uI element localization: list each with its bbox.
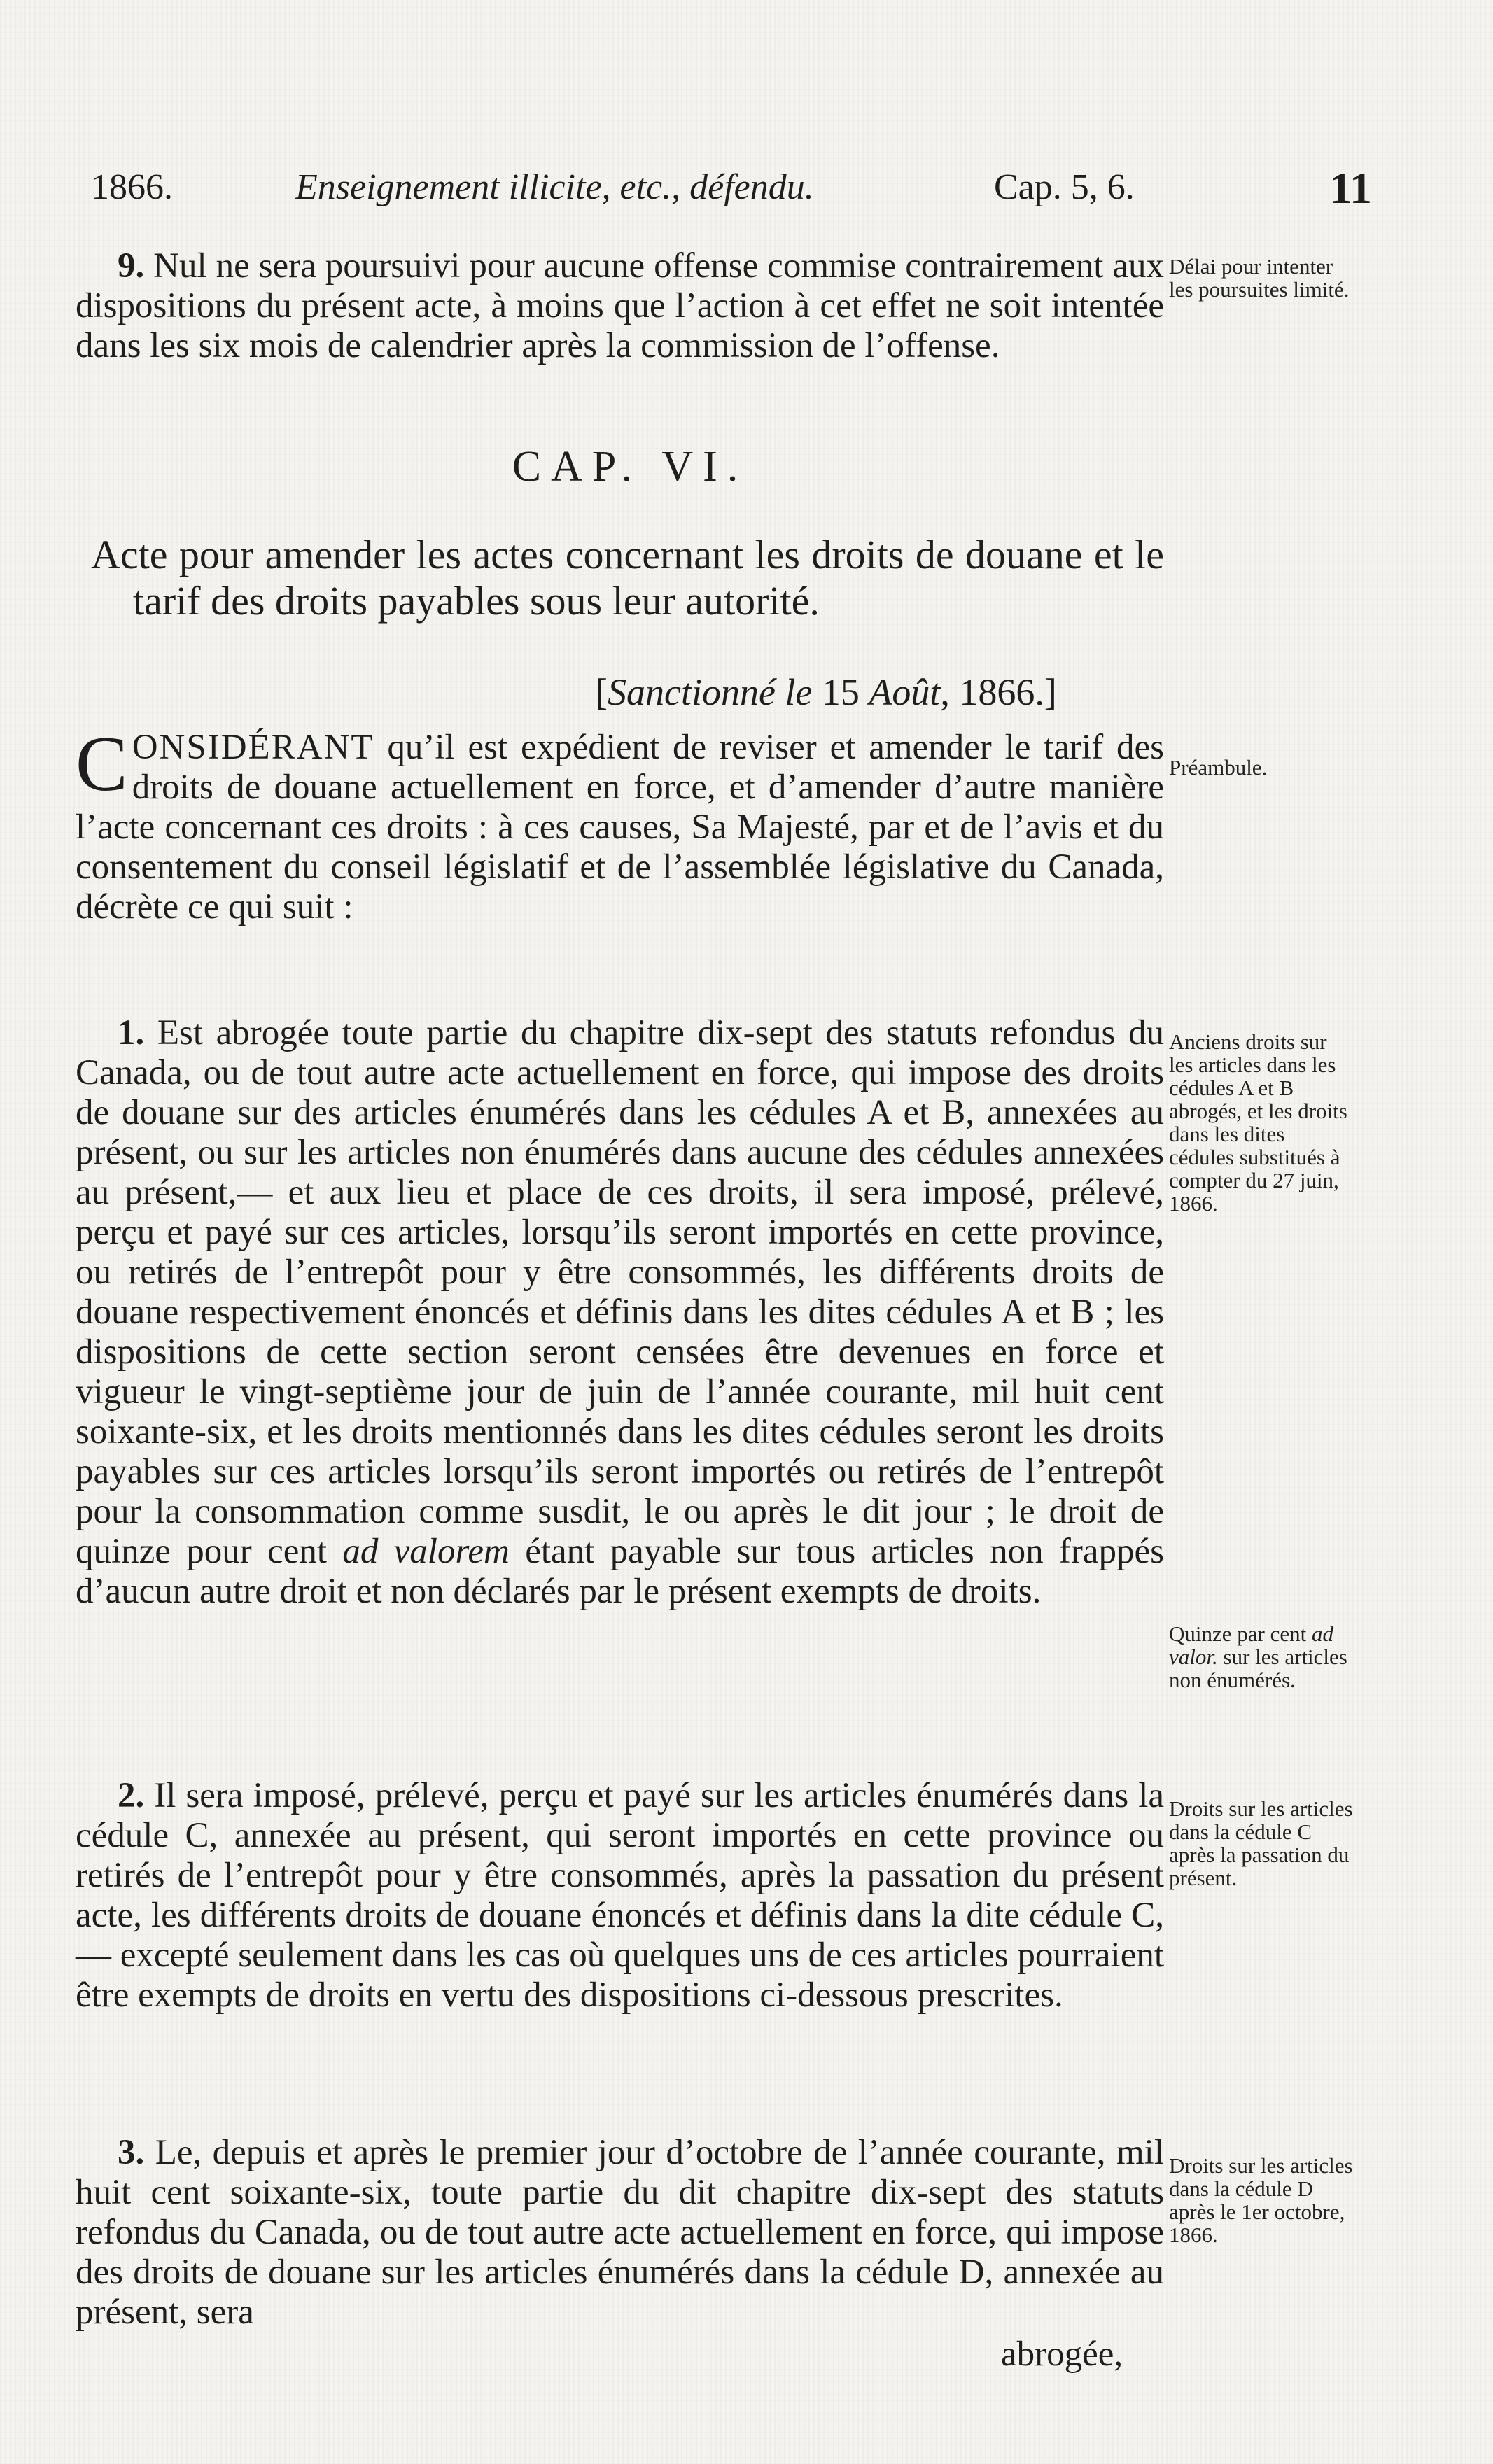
section-2-text: Il sera imposé, prélevé, perçu et payé sur les articles énumérés dans la cédule C, annexée au présent, qui seront importés en cette province ou retirés de l’entrepôt pour y être consommés, après la passation du présent acte, les différents droits de douane énoncés et définis dans la dite cédule C,— excepté seulement dans les cas où quelques uns de ces articles pourraient être exempts de droits en vertu des dispositions ci-dessous prescrites. bbox=[76, 1776, 1165, 2015]
sanction-year: , 1866.] bbox=[940, 671, 1057, 713]
section-1-text-b: étant payable sur tous articles non frappés d’aucun autre droit et non déclarés par le présent exempts de droits. bbox=[76, 1532, 1164, 1611]
sanction-italic: Sanctionné le bbox=[607, 671, 813, 713]
section-3-text: Le, depuis et après le premier jour d’octobre de l’année courante, mil huit cent soixante-six, toute partie du dit chapitre dix-sept des statuts refondus du Canada, ou de tout autre acte actuellement en force, qui impose des droits de douane sur les articles énumérés dans la cédule D, annexée au présent, sera bbox=[76, 2133, 1164, 2332]
section-3 bbox=[76, 2133, 1164, 2332]
margin-note-1b-a: Quinze par cent bbox=[1169, 1621, 1312, 1646]
section-2-number: 2. bbox=[118, 1776, 145, 1815]
margin-note-1: Anciens droits sur les articles dans les cédules A et B abrogés, et les droits dans les dites cédules substitués à compter du 27 juin, 1866. bbox=[1169, 1029, 1347, 1216]
chapter-title: CAP. VI. bbox=[512, 443, 748, 491]
header-year: 1866. bbox=[91, 167, 173, 207]
sanction-line bbox=[595, 670, 1057, 714]
preamble-first-word: ONSIDÉRANT bbox=[132, 728, 374, 767]
margin-note-preamble: Préambule. bbox=[1169, 755, 1268, 780]
section-3-last-word: abrogée, bbox=[1001, 2335, 1123, 2374]
margin-note-1b-italic: ad valor. bbox=[1169, 1621, 1333, 1669]
act-title bbox=[91, 532, 1164, 624]
preamble bbox=[76, 721, 1164, 927]
section-9-number: 9. bbox=[118, 246, 145, 286]
margin-note-3: Droits sur les articles dans la cédule D après le 1er octobre, 1866. bbox=[1169, 2153, 1353, 2247]
section-1 bbox=[76, 1013, 1164, 1612]
section-3-number: 3. bbox=[118, 2133, 145, 2172]
margin-note-2: Droits sur les articles dans la cédule C après la passation du présent. bbox=[1169, 1796, 1353, 1890]
section-9-text: Nul ne sera poursuivi pour aucune offense commise contrairement aux dispositions du présent acte, à moins que l’action à cet effet ne soit intentée dans les six mois de calendrier après la commission de l’offense. bbox=[76, 246, 1165, 365]
section-1-text-a: Est abrogée toute partie du chapitre dix-sept des statuts refondus du Canada, ou de tout autre acte actuellement en force, qui impose des droits de douane sur des articles énumérés dans les cédules A et B, annexées au présent, ou sur les articles non énumérés dans aucune des cédules annexées au présent,— et aux lieu et place de ces droits, il sera imposé, prélevé, perçu et payé sur ces articles, lorsqu’ils seront importés en cette province, ou retirés de l’entrepôt pour y être consommés, les différents droits de douane respectivement énoncés et définis dans les dites cédules A et B ; les dispositions de cette section seront censées être devenues en force et vigueur le vingt-septième jour de juin de l’année courante, mil huit cent soixante-six, et les droits mentionnés dans les dites cédules seront les droits payables sur ces articles lorsqu’ils seront importés ou retirés de l’entrepôt pour la consommation comme susdit, le ou après le dit jour ; le droit de quinze pour cent bbox=[76, 1013, 1164, 1571]
act-title-text: Acte pour amender les actes concernant les droits de douane et le tarif des droits payables sous leur autorité. bbox=[91, 532, 1164, 624]
sanction-date: 15 bbox=[812, 671, 869, 713]
margin-note-1b bbox=[1169, 1622, 1354, 1691]
header-title: Enseignement illicite, etc., défendu. bbox=[295, 167, 814, 207]
section-9 bbox=[76, 246, 1164, 366]
sanction-month: Août bbox=[869, 671, 941, 713]
section-2 bbox=[76, 1776, 1164, 2015]
sanction-prefix: [ bbox=[595, 671, 608, 713]
header-cap: Cap. 5, 6. bbox=[994, 167, 1135, 207]
dropcap: C bbox=[76, 721, 128, 808]
preamble-text: qu’il est expédient de reviser et amender le tarif des droits de douane actuellement en force, et d’amender d’autre manière l’acte concernant ces droits : à ces causes, Sa Majesté, par et de l’avis et du consentement du conseil législatif et de l’assemblée législative du Canada, décrète ce qui suit : bbox=[76, 728, 1164, 927]
margin-note-1b-b: sur les articles non énumérés. bbox=[1169, 1645, 1347, 1692]
page-number: 11 bbox=[1329, 163, 1372, 213]
section-1-italic: ad valorem bbox=[342, 1532, 510, 1571]
running-head bbox=[91, 163, 1372, 223]
section-1-number: 1. bbox=[118, 1013, 145, 1053]
margin-note-9: Délai pour intenter les poursuites limité. bbox=[1169, 254, 1350, 302]
